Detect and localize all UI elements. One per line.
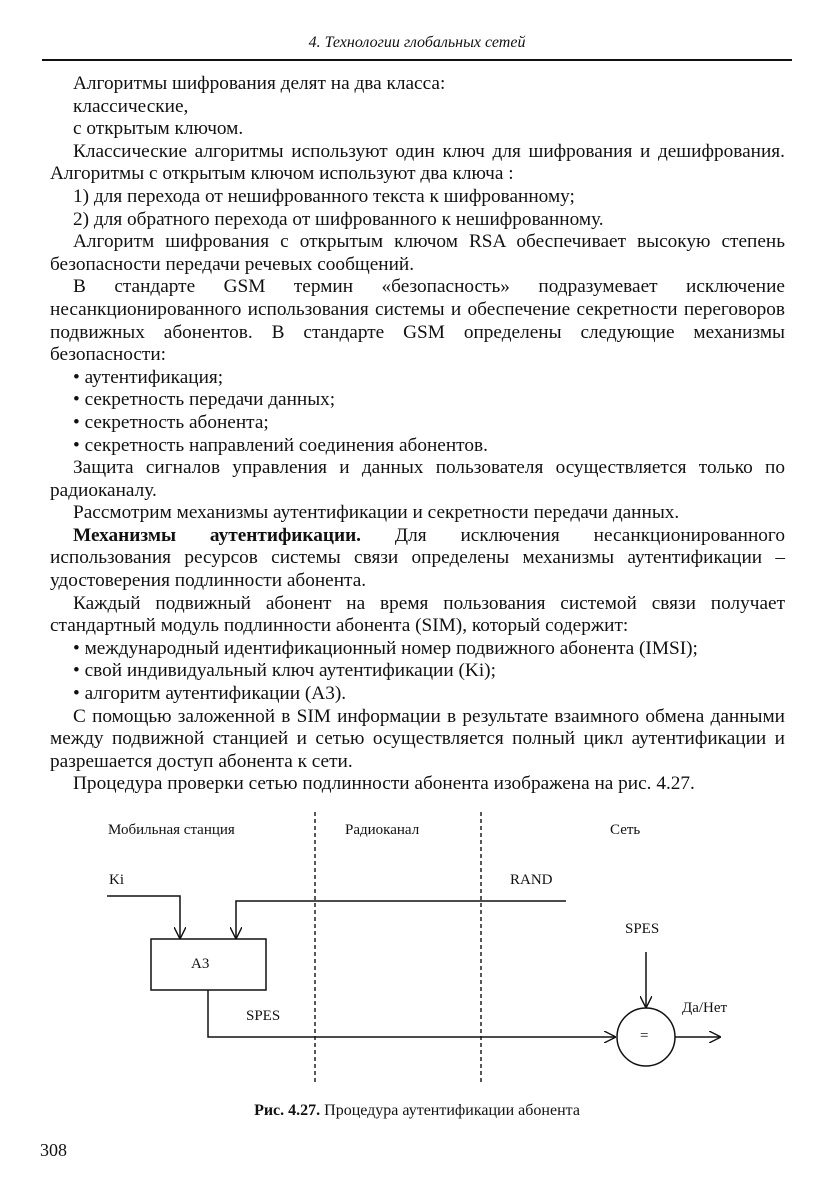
comparator-symbol: = <box>640 1028 649 1044</box>
ki-label: Ki <box>109 872 124 888</box>
paragraph: Защита сигналов управления и данных пользователя осуществляется только по радиоканалу. <box>50 457 785 501</box>
authentication-diagram <box>0 810 834 1100</box>
spes-mobile-label: SPES <box>246 1008 281 1024</box>
paragraph: Алгоритмы шифрования делят на два класса: <box>73 73 446 94</box>
list-item: • свой индивидуальный ключ аутентификации (Ki); <box>73 660 496 682</box>
result-label: Да/Нет <box>682 1000 728 1016</box>
diagram-drawing <box>0 810 834 1100</box>
zone-network-label: Сеть <box>610 822 641 838</box>
paragraph: Алгоритм шифрования с открытым ключом RSA обеспечивает высокую степень безопасности передачи речевых сообщений. <box>50 231 785 275</box>
figure-number: Рис. 4.27. <box>254 1102 321 1119</box>
paragraph: Каждый подвижный абонент на время пользования системой связи получает стандартный модуль подлинности абонента (SIM), который содержит: <box>50 592 785 637</box>
list-item: • секретность передачи данных; <box>73 389 336 411</box>
paragraph-text: Для исключения несанкционированного использования ресурсов системы связи определены механизмы аутентификации – удостоверения подлинности абонента. <box>50 524 786 592</box>
rand-line <box>236 901 566 938</box>
paragraph: В стандарте GSM термин «безопасность» подразумевает исключение несанкционированного использования системы и обеспечение секретности переговоров подвижных абонентов. В стандарте GSM определены следующие механизмы безопасности: <box>50 276 785 366</box>
paragraph: Процедура проверки сетью подлинности абонента изображена на рис. 4.27. <box>73 773 695 795</box>
ki-line <box>107 896 180 938</box>
list-item: • международный идентификационный номер подвижного абонента (IMSI); <box>73 637 698 659</box>
spes-network-label: SPES <box>625 921 660 937</box>
header-rule <box>42 59 792 61</box>
page-body <box>50 73 785 796</box>
list-item: • секретность абонента; <box>73 411 269 433</box>
rand-label: RAND <box>510 872 553 888</box>
figure-caption-text: Процедура аутентификации абонента <box>320 1102 580 1119</box>
list-item: • секретность направлений соединения абонентов. <box>73 434 488 456</box>
section-run-in-heading: Механизмы аутентификации. <box>73 524 362 546</box>
paragraph: классические, <box>73 95 189 117</box>
paragraph: с открытым ключом. <box>73 118 244 140</box>
page-number: 308 <box>40 1140 67 1160</box>
zone-radio-channel-label: Радиоканал <box>345 822 420 838</box>
paragraph: Рассмотрим механизмы аутентификации и секретности передачи данных. <box>73 502 680 524</box>
running-header: 4. Технологии глобальных сетей <box>308 34 526 51</box>
a3-label: А3 <box>191 956 210 972</box>
paragraph: Классические алгоритмы используют один ключ для шифрования и дешифрования. Алгоритмы с открытым ключом используют два ключа : <box>50 140 785 185</box>
paragraph: С помощью заложенной в SIM информации в результате взаимного обмена данными между подвижной станцией и сетью осуществляется полный цикл аутентификации и разрешается доступ абонента к сети. <box>50 705 785 772</box>
list-item: 1) для перехода от нешифрованного текста к шифрованному; <box>73 185 575 207</box>
paragraph <box>50 525 785 593</box>
list-item: • алгоритм аутентификации (А3). <box>73 683 347 705</box>
list-item: • аутентификация; <box>73 366 224 388</box>
list-item: 2) для обратного перехода от шифрованного к нешифрованному. <box>73 208 604 230</box>
zone-mobile-station-label: Мобильная станция <box>108 822 235 838</box>
figure-caption <box>0 1101 834 1121</box>
